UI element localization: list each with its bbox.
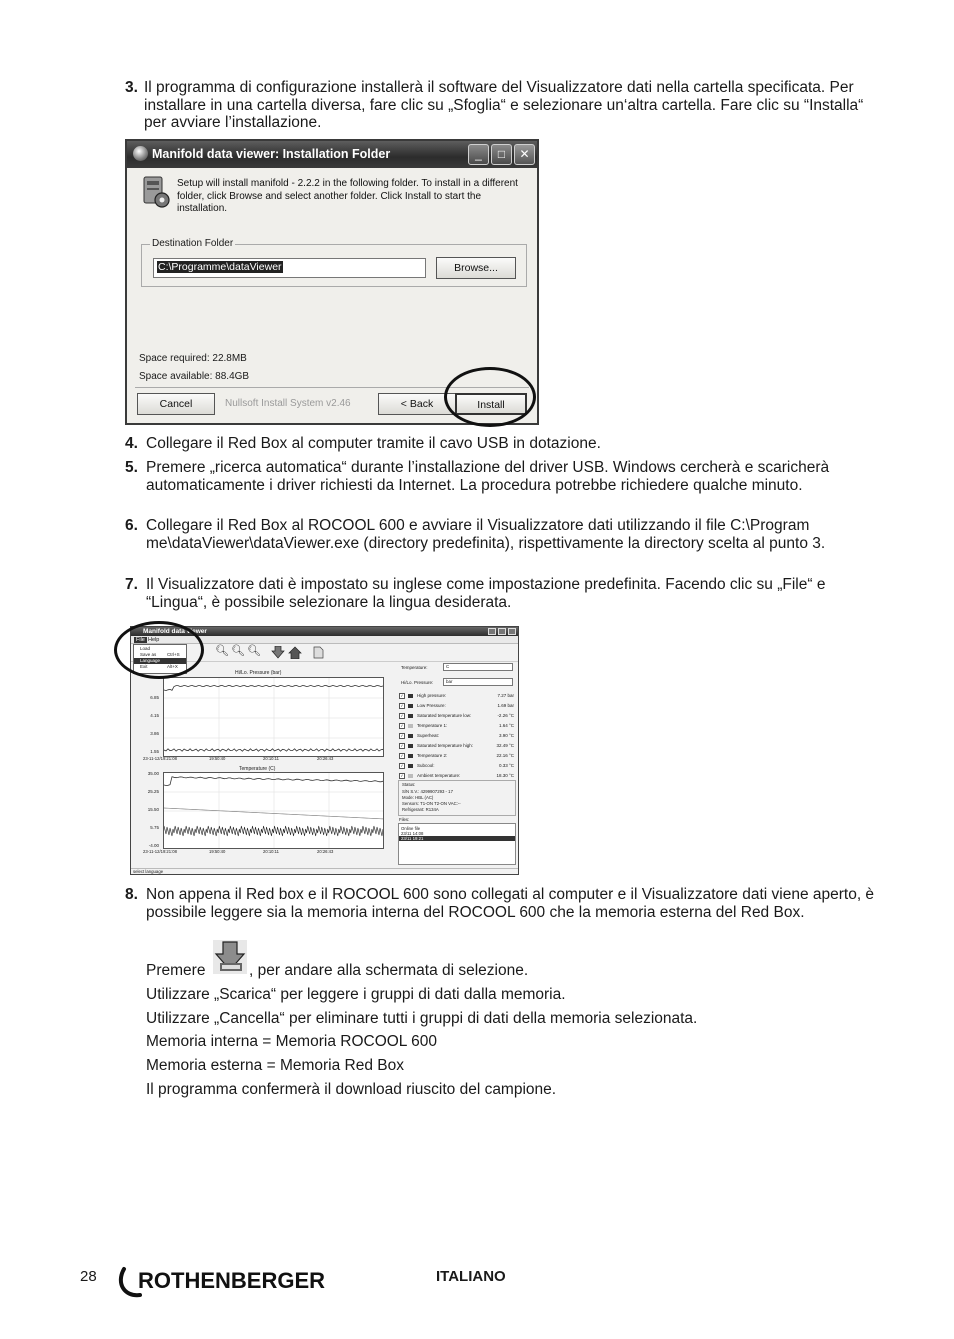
series-swatch [408,774,413,778]
reading-row [398,712,516,720]
destination-folder-label: Destination Folder [152,238,234,249]
status-line: S/N S.V.: 4299907293 - 17 [402,789,453,794]
step-number: 3. [125,79,138,96]
brand-name: ROTHENBERGER [138,1268,326,1293]
reading-row [398,742,516,750]
menu-item-label: Load [140,646,151,651]
reading-value: 18.30 °C [496,773,514,778]
pressure-ytick: 4.15 [150,713,159,718]
external-memory-note: Memoria esterna = Memoria Red Box [146,1057,405,1074]
destination-path-input[interactable] [153,258,426,278]
download-confirm-note: Il programma confermerà il download riuscito del campione. [146,1081,557,1098]
step-text: Il programma di configurazione installerà il software del Visualizzatore dati nella cartella specificata. Per installare in una cartella diversa, fare clic su „Sfoglia“ e selezionare un‘altra cartella. Fare clic su “Installa“ per avviare l’installazione. [144,79,864,131]
reading-value: 0.33 °C [498,763,514,768]
pressure-xtick: 23-11-12/19:21:08 [143,756,177,761]
reading-label: Low Pressure: [417,703,446,708]
zoom-icon[interactable]: 🔍︎ [231,645,245,657]
temperature-plot [163,772,384,849]
download-memory-icon[interactable] [271,646,285,659]
browse-button[interactable]: Browse... [436,257,516,279]
reading-row [398,732,516,740]
temperature-plot-title: Temperature (C) [239,766,276,772]
menu-item-shortcut: Alt+X [167,664,178,669]
zoom-icon[interactable]: 🔍︎ [247,645,261,657]
space-required: Space required: 22.8MB [139,353,247,364]
destination-folder-group [141,238,527,287]
reading-value: -2.26 °C [497,713,514,718]
viewer-title: Manifold data viewer [143,628,207,635]
series-swatch [408,754,413,758]
status-title: Status: [402,782,416,787]
reading-label: Temperature 1: [417,723,448,728]
reading-label: Subcool: [417,763,435,768]
reading-row [398,722,516,730]
menu-file[interactable]: File [136,637,145,643]
computer-setup-icon [141,175,171,209]
reading-row [398,752,516,760]
pressure-plot [163,677,384,757]
reading-value: 1.64 °C [498,723,514,728]
series-swatch [408,764,413,768]
zoom-icon[interactable]: 🔍︎ [215,645,229,657]
back-button[interactable]: < Back [378,393,456,415]
space-available: Space available: 88.4GB [139,371,250,382]
reading-checkbox[interactable]: ✓ [400,693,404,698]
reading-checkbox[interactable]: ✓ [400,713,404,718]
press-instruction-suffix: , per andare alla schermata di selezione. [249,962,529,979]
cancel-button[interactable]: Cancel [137,393,215,415]
pressure-ytick: 1.55 [150,749,159,754]
installer-app-icon [133,146,148,161]
pressure-xtick: 19:50:40 [209,756,226,761]
maximize-icon[interactable] [498,628,506,635]
reading-checkbox[interactable]: ✓ [400,723,404,728]
internal-memory-note: Memoria interna = Memoria ROCOOL 600 [146,1033,438,1050]
reading-label: Saturated temperature low: [417,713,472,718]
temperature-plot-svg [164,773,384,849]
installer-info-text: Setup will install manifold - 2.2.2 in the following folder. To install in a different folder, click Browse and select another folder. Click Install to start the installation. [177,178,518,214]
step-text: Non appena il Red box e il ROCOOL 600 sono collegati al computer e il Visualizzatore dati viene aperto, è possibile leggere sia la memoria interna del ROCOOL 600 che la memoria esterna del Red Box. [146,886,875,921]
status-panel [398,780,516,816]
maximize-icon[interactable]: □ [491,144,512,165]
menu-help[interactable]: Help [148,637,160,643]
step-number: 4. [125,435,138,452]
temperature-xtick: 20:26:43 [317,849,334,854]
rothenberger-logo-icon [118,1263,350,1299]
files-list[interactable] [398,823,516,865]
install-highlight-circle [444,367,536,427]
pressure-unit-select[interactable]: bar [443,678,513,686]
reading-label: Saturated temperature high: [417,743,474,748]
minimize-icon[interactable]: _ [468,144,489,165]
series-swatch [408,744,413,748]
series-swatch [408,724,413,728]
pressure-unit-label: Hi/Lo. Pressure: [401,680,434,685]
file-menu-highlight-circle [114,621,204,679]
reading-label: Ambient temperature: [417,773,461,778]
install-button[interactable]: Install [455,393,527,415]
reading-value: 32.49 °C [496,743,514,748]
pressure-ytick: 3.86 [150,731,159,736]
reading-row [398,702,516,710]
reading-checkbox[interactable]: ✓ [400,753,404,758]
temperature-ytick: 35.00 [147,771,159,776]
reading-value: 1.69 bar [497,703,514,708]
step-number: 5. [125,459,138,476]
reading-label: Superheat: [417,733,440,738]
temperature-ytick: 15.50 [147,807,159,812]
series-swatch [408,734,413,738]
menu-item-label: Language [140,658,161,663]
temperature-unit-row [399,663,515,672]
reading-checkbox[interactable]: ✓ [400,743,404,748]
pressure-xtick: 20:26:43 [317,756,334,761]
nsis-version-label: Nullsoft Install System v2.46 [225,398,351,409]
reading-row [398,692,516,700]
file-item[interactable]: Online file [401,826,421,831]
reading-checkbox[interactable]: ✓ [400,763,404,768]
status-line: Refrigerant: R134A [402,807,439,812]
download-memory-icon [213,940,247,974]
installer-title: Manifold data viewer: Installation Folder [152,147,391,161]
reading-value: 22.16 °C [496,753,514,758]
temperature-unit-select[interactable]: C [443,663,513,671]
close-icon[interactable]: ✕ [514,144,535,165]
file-item[interactable]: 23/11 14:08 [401,831,424,836]
reading-label: High pressure: [417,693,447,698]
reading-value: 7.27 bar [497,693,514,698]
press-instruction-prefix: Premere [146,962,206,979]
menu-item-shortcut: Ctrl+S [167,652,180,657]
minimize-icon[interactable] [488,628,496,635]
reading-row [398,762,516,770]
series-swatch [408,704,413,708]
temperature-ytick: 25.25 [147,789,159,794]
destination-path-value: C:\Programme\dataViewer [158,261,282,273]
temperature-xtick: 19:50:40 [209,849,226,854]
installer-titlebar [127,141,537,168]
temperature-ytick: 5.75 [150,825,159,830]
menu-item-label: Exit [140,664,148,669]
reading-checkbox[interactable]: ✓ [400,703,404,708]
file-item-selected[interactable]: 23/11 19:21 [399,836,515,841]
download-instruction: Utilizzare „Scarica“ per leggere i gruppi di dati dalla memoria. [146,986,566,1003]
step-text: Collegare il Red Box al computer tramite il cavo USB in dotazione. [146,435,601,452]
temperature-xtick: 23-11-12/19:21:08 [143,849,177,854]
step-text: Premere „ricerca automatica“ durante l’installazione del driver USB. Windows cercherà e scaricherà automaticamente i driver richiesti da Internet. La procedura potrebbe richiedere qualche minuto. [146,459,830,494]
temperature-unit-label: Temperature: [401,665,428,670]
temperature-xtick: 20:10:11 [263,849,279,854]
status-line: Sensors: T1-ON T2-ON VAC:-- [402,801,461,806]
series-swatch [408,714,413,718]
menu-item-label: Save as [140,652,157,657]
temperature-ytick: -4.00 [148,843,159,848]
viewer-statusbar: select language [131,868,518,874]
reading-checkbox[interactable]: ✓ [400,773,404,778]
page-number: 28 [80,1268,97,1285]
close-icon[interactable] [508,628,516,635]
reading-row [398,772,516,780]
step-text: Il Visualizzatore dati è impostato su inglese come impostazione predefinita. Facendo clic su „File“ e “Lingua“, è possibile selezionare la lingua desiderata. [146,576,826,611]
pressure-plot-svg [164,678,384,757]
reading-label: Temperature 2: [417,753,448,758]
language-label: ITALIANO [436,1268,506,1285]
home-icon[interactable] [288,646,302,659]
step-number: 8. [125,886,138,903]
step-number: 7. [125,576,138,593]
document-icon[interactable] [313,646,324,659]
delete-instruction: Utilizzare „Cancella“ per eliminare tutti i gruppi di dati della memoria selezionata. [146,1010,698,1027]
reading-value: 3.90 °C [498,733,514,738]
files-title: Files: [399,817,410,822]
step-number: 6. [125,517,138,534]
pressure-unit-row [399,678,515,687]
rothenberger-logo [118,1263,350,1299]
reading-checkbox[interactable]: ✓ [400,733,404,738]
pressure-plot-title: Hi/Lo. Pressure (bar) [235,670,282,676]
pressure-ytick: 6.85 [150,695,159,700]
series-swatch [408,694,413,698]
step-text: Collegare il Red Box al ROCOOL 600 e avviare il Visualizzatore dati utilizzando il file C:\Program me\dataViewer\dataViewer.exe (directory predefinita), rispettivamente la directory scelta al punto 3. [146,517,826,552]
status-line: Mode: HBL (AC) [402,795,434,800]
pressure-xtick: 20:10:11 [263,756,279,761]
